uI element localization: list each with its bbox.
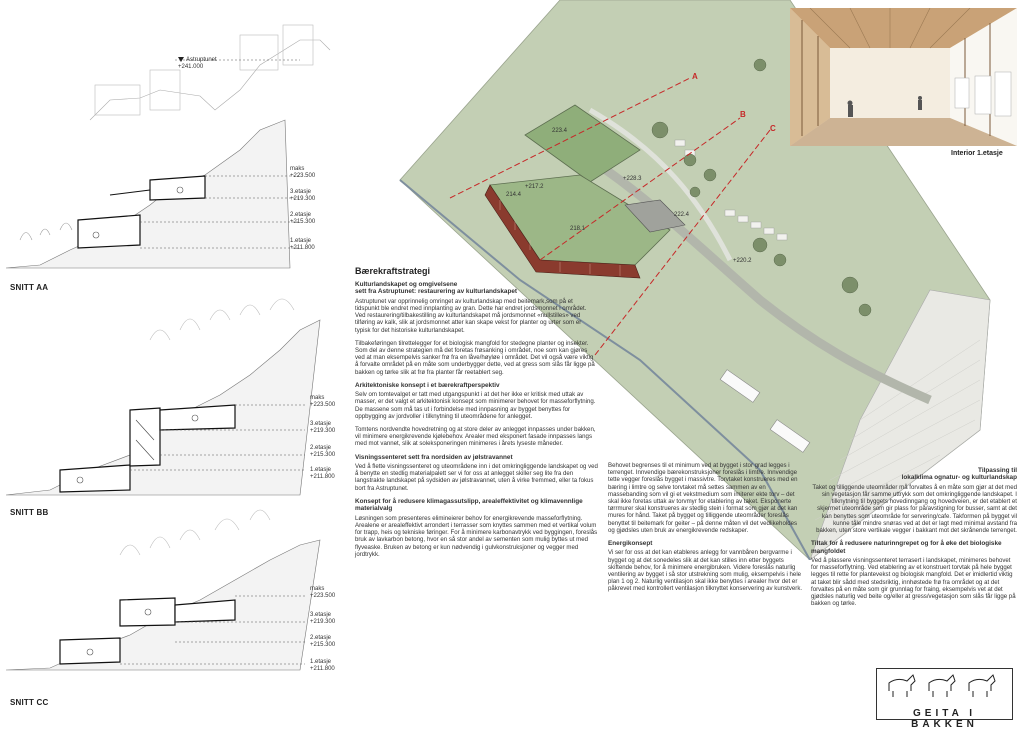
section-marker-b: B [740,110,746,119]
level-bb-2: 2.etasje +215.300 [310,445,336,458]
text-column-2 [608,462,804,599]
section-aa-drawing [6,25,330,268]
level-aa-3: 3.etasje +219.300 [290,189,316,202]
col1-heading-1: Kulturlandskapet og omgivelsene sett fra Astruptunet: restaurering av kulturlandskapet [355,281,518,296]
col1-heading-3: Arkitektoniske konsept i et bærekraftperspektiv [355,381,500,389]
col1-paragraph-3: Selv om tomtevalget er tatt med utgangspunkt i at det her ikke er kritisk med uttak av masser, er det valgt et arkitektonisk konsept som minimerer behovet for masseforflytning. De massene som må tas ut i forbindelse med innpasning av bygget benyttes for oppbygging av jordvoller i tilknytning til uteområdene for anlegget. [355,391,596,420]
level-cc-2: 2.etasje +215.300 [310,635,336,648]
interior-caption: Interior 1.etasje [951,150,1003,157]
text-column-3 [811,467,1017,613]
text-column-1 [355,266,598,564]
col1-paragraph-5: Ved å flette visningssenteret og uteområdene inn i det omkringliggende landskapet og ved å benytte en stedlig materialpalett ser vi for oss at anlegget skiller seg lite fra den langstrakte landskapet på sydsiden av jølstravannet, uten å virke fremmed, eller ta fokus bort fra Astruptunet. [355,463,598,492]
spot-height-5: 218.1 [570,226,586,232]
col3-heading-1: Tilpassing til lokalklima ognatur- og kulturlandskap [901,467,1017,482]
logo-box [876,668,1013,730]
spot-height-1: 223.4 [552,128,568,134]
col1-heading-5: Visningssenteret sett fra nordsiden av jølstravannet [355,453,513,461]
col1-paragraph-2: Tilbakeføringen tilrettelegger for et biologisk mangfold for stedegne planter og insekter. Som del av denne strategien må det foretas frøsanking i området, noe som kan gjøres ved at man eksempelvis sanker frø fra en låve/høyløe i området. Det vil også være viktig å forvalte området på en måte som underbygger dette, ved at gress som slås får ligge på bakken og tørke slik at frø fra planter får reetablert seg. [355,339,595,376]
section-cc-drawing [6,510,320,670]
col2-heading-2: Energikonsept [608,540,653,548]
level-bb-maks: maks +223.500 [310,395,336,408]
level-cc-maks: maks +223.500 [310,586,336,599]
level-bb-3: 3.etasje +219.300 [310,421,336,434]
level-astruptunet: Astruptunet +241.000 [178,57,217,71]
col3-paragraph-1: Taket og tilliggende uteområder må forvaltes å en måte som gjør at det med sin vegetasjon får samme uttrykk som det omkringliggende landskapet. I tilknytning til byggets hovedinngang og hovedveien, er det etablert et skjermet uteområde som gir plass for på/avstigning for busser, samt at det kan benyttes som uteområde for servering/cafe. Takformen på bygget vil kunne tåle mindre snøras ved at det er lagt med minimal avstand fra bakken, uten store vertikale vegger i bakkant mot det skrånende terrenget. [812,483,1017,535]
section-marker-a: A [692,72,698,81]
level-cc-3: 3.etasje +219.300 [310,612,336,625]
goat-logo-icon [877,669,1010,701]
section-bb-drawing [6,299,320,495]
col1-paragraph-1: Astruptunet var opprinnelig omringet av kulturlandskap med beitemark,som på et tidspunkt ble endret med innplanting av gran. Dette har endret jordsmonnet i området. Ved restaurering/tilbakestilling av kulturlandskapet må jordsmonnet «nullstilles» ved tilføring av kalk, slik at jordsmonnet atter kan skape vekst for planter og urter som er typisk for det historiske kulturlandskapet. [355,297,587,334]
col2-paragraph-1: Behovet begrenses til et minimum ved at bygget i stor grad legges i terrenget. Innvendige bærekonstruksjoner foreslås i limtre. Innvendige tette vegger foreslås bygget i massivtre. Torvtaket konstrueres med en bæring i limtre og selve torvtaket må settes sammen av en massebanding som vil gi et vekstmedium som imiterer ekte torv – det skal ikke foretas uttak av torvmyr for etablering av taket. Eksponerte tørrmurer skal konstrueres av stedlig stein i format som gjør at det kan mures for hånd. Taket på bygget og tilliggende uteområder foreslås benyttet til beitemark for geiter – på denne måten vil det vedlikeholdes og gjødsles uten bruk av energikrevende redskaper. [608,462,798,534]
section-bb-label: SNITT BB [10,508,49,517]
spot-height-2: +228.3 [623,176,642,182]
col2-paragraph-2: Vi ser for oss at det kan etableres anlegg for vannbåren bergvarme i bygget og at det sonedeles slik at det kan stilles inn etter byggets skiftende behov, for å minimere energibruken. Videre foreslås naturlig ventilering av bygget i så stor utstrekning som mulig, eksempelvis i hele plan 1 og 2. Naturlig ventilasjon skal ikke benyttes i arealer hvor det er påkrevet med kontrollert ventilasjon tilknyttet konservering av kunstverk. [608,549,803,593]
level-cc-1: 1.etasje +211.800 [310,659,335,672]
main-heading: Bærekraftstrategi [355,266,431,276]
col1-heading-6: Konsept for å redusere klimagassutslipp, arealeffektivitet og klimavennlige materialvalg [355,497,583,513]
spot-height-3: +217.2 [525,184,544,190]
level-triangle-icon [178,57,184,62]
section-drawings [0,0,345,724]
spot-height-6: 222.4 [674,212,690,218]
col3-paragraph-2: Ved å plassere visningssenteret terrasert i landskapet, minimeres behovet for masseforflytning. Ved etablering av et konstruert torvtak på hele bygget legges til rette for plantevekst og biologisk mangfold. Det er imidlertid viktig at taket blir sådd med stedsriktig, innhøstede frø fra området og at det forvaltes på en måte som gir grunnlag for fraing, eksempelvis vet at det gjødsles naturlig ved beite og/eller at gress/vegetasjon som slås får ligge på bakken og tørke. [811,557,1016,608]
col3-heading-2: Tiltak for å redusere naturinngrepet og for å øke det biologiske mangfoldet [811,540,1002,555]
col1-paragraph-6: Løsningen som presenteres elimineierer behov for energikrevende masseforflytning. Arealene er arealeffektivt arrondert i terrasser som knyttes sammen med et vertikal volum for trapp, heis og tekniske føringer. For å minimere karbonavtrykk ved byggingen, foreslås bruk av lavkarbon betong, hvor en så stor andel av sementen som mulig byttes ut med flyveaske. Bruken av betong er kun nødvendig i gulvkonstruksjoner og vegger med jordtrykk. [355,514,598,558]
spot-height-4: 214.4 [506,192,522,198]
level-aa-2: 2.etasje +215.300 [290,212,316,225]
interior-render [790,8,1017,146]
section-cc-label: SNITT CC [10,698,49,707]
logo-text: GEITA I BAKKEN [911,708,978,730]
col1-paragraph-4: Tomtens nordvendte hovedretning og at store deler av anlegget innpasses under bakken, vil minimere energikrevende kjølebehov. Arealer med eksponert fasade innpasses langs med mot vannet, slik at soleksponeringen minimeres i årets lyseste måneder. [355,426,596,448]
level-aa-maks: maks +223.500 [290,166,316,179]
section-aa-label: SNITT AA [10,283,49,292]
level-aa-1: 1.etasje +211.800 [290,238,315,251]
spot-height-7: +220.2 [733,258,752,264]
level-bb-1: 1.etasje +211.800 [310,467,335,480]
section-marker-c: C [770,124,776,133]
